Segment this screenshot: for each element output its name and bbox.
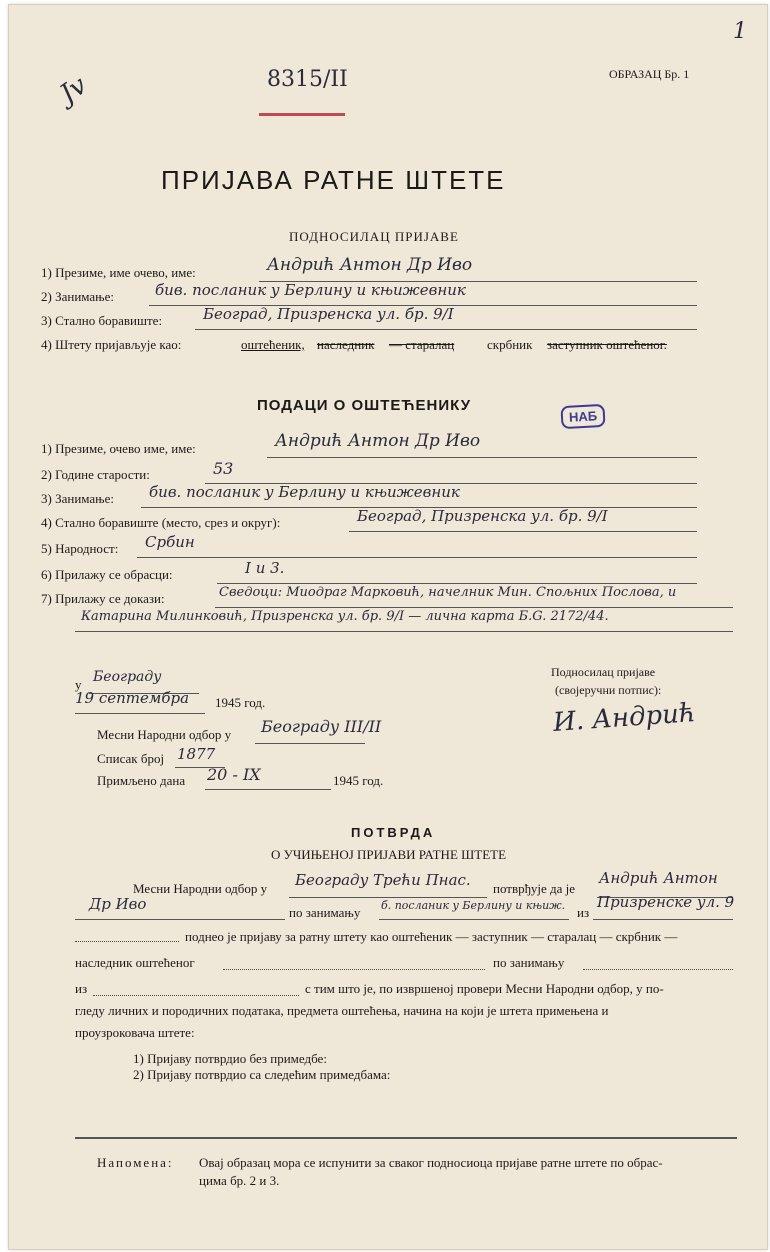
confirmation-name-value-1: Андрић Антон [599, 869, 718, 887]
victim-residence-value: Београд, Призренска ул. бр. 9/I [357, 507, 608, 525]
confirmation-body-1: с тим што је, по извршеној провери Месни Народни одбор, у по- [305, 981, 664, 996]
victim-evidence-label: 7) Прилажу се докази: [41, 591, 165, 606]
date-value: 19 септембра [75, 689, 190, 707]
registration-committee-label: Месни Народни одбор у [97, 727, 232, 742]
victim-nationality-value: Србин [145, 533, 195, 551]
applicant-residence-value: Београд, Призренска ул. бр. 9/I [203, 305, 454, 323]
victim-forms-label: 6) Прилажу се обрасци: [41, 567, 173, 582]
form-number: ОБРАЗАЦ Бр. 1 [609, 67, 690, 81]
victim-residence-label: 4) Стално боравиште (место, срез и округ): [41, 515, 281, 530]
registration-list-value: 1877 [177, 745, 216, 763]
nab-stamp: НАБ [560, 404, 605, 429]
victim-occupation-label: 3) Занимање: [41, 491, 114, 506]
confirmation-from-value: Призренске ул. 9 [597, 893, 735, 911]
form-page [8, 4, 768, 1250]
confirmation-from-label: из [577, 905, 590, 920]
page-number: 1 [733, 19, 747, 44]
confirmation-occupation-value: б. посланик у Берлину и књиж. [381, 899, 566, 912]
place-value: Београду [93, 669, 162, 685]
applicant-occupation-label: 2) Занимање: [41, 289, 114, 304]
applicant-heading: ПОДНОСИЛАЦ ПРИЈАВЕ [289, 229, 459, 244]
confirmation-filed-text: поднео је пријаву за ратну штету као оштећеник — заступник — старалац — скрбник — [185, 929, 678, 944]
victim-occupation-value: бив. посланик у Берлину и књижевник [149, 483, 460, 501]
confirmation-committee-value: Београду Трећи Пнас. [295, 871, 471, 889]
note-text-1: Овај образац мора се испунити за сваког подносиоца пријаве ратне штете по обрас- [199, 1155, 663, 1170]
note-text-2: цима бр. 2 и 3. [199, 1173, 280, 1188]
victim-age-value: 53 [213, 459, 234, 478]
registration-committee-value: Београду III/II [261, 717, 382, 736]
confirmation-committee-label: Месни Народни одбор у [133, 881, 268, 896]
archive-number: 8315/II [267, 67, 348, 92]
registration-received-label: Примљено дана [97, 773, 186, 788]
victim-evidence-value-1: Сведоци: Миодраг Марковић, начелник Мин. Спољних Послова, и [219, 585, 677, 600]
reports-as-option-heir: наследник [317, 337, 375, 352]
note-label: Напомена: [97, 1155, 174, 1170]
confirmation-body-2: гледу личних и породичних података, предмета оштећења, начина на који је штета примењена и [75, 1003, 609, 1018]
victim-nationality-label: 5) Народност: [41, 541, 119, 556]
applicant-surname-label: 1) Презиме, име очево, име: [41, 265, 196, 280]
confirmation-body-3: проузроковача штете: [75, 1025, 195, 1040]
archive-underline [259, 113, 345, 116]
confirmation-item-2: 2) Пријаву потврдио са следећим примедбама: [133, 1067, 391, 1082]
page-title: ПРИЈАВА РАТНЕ ШТЕТЕ [161, 165, 506, 195]
confirmation-heading: ПОТВРДА [351, 825, 436, 840]
applicant-signature: И. Андрић [552, 698, 697, 738]
confirmation-by-occupation-label: по занимању [493, 955, 565, 970]
applicant-residence-label: 3) Стално боравиште: [41, 313, 163, 328]
confirmation-confirms-label: потврђује да је [493, 881, 576, 896]
victim-age-label: 2) Године старости: [41, 467, 150, 482]
confirmation-subheading: О УЧИЊЕНОЈ ПРИЈАВИ РАТНЕ ШТЕТЕ [271, 847, 507, 862]
reports-as-option-victim: оштећеник, [241, 337, 305, 352]
applicant-occupation-value: бив. посланик у Берлину и књижевник [155, 281, 466, 299]
reports-as-option-representative: заступник оштећеног. [547, 337, 667, 352]
date-year: 1945 год. [215, 695, 266, 710]
confirmation-occupation-label: по занимању [289, 905, 361, 920]
victim-surname-value: Андрић Антон Др Иво [275, 431, 481, 451]
reports-as-option-custodian: скрбник [487, 337, 533, 352]
confirmation-name-value-2: Др Иво [89, 895, 147, 913]
victim-forms-value: I и 3. [245, 559, 285, 577]
registration-received-year: 1945 год. [333, 773, 384, 788]
reports-as-option-guardian: — старалац [389, 337, 455, 352]
place-in-label: у [75, 677, 82, 692]
victim-evidence-value-2: Катарина Милинковић, Призренска ул. бр. 9/I — лична карта Б.G. 2172/44. [81, 609, 609, 624]
confirmation-item-1: 1) Пријаву потврдио без примедбе: [133, 1051, 327, 1066]
signature-label-2: (својеручни потпис): [555, 683, 662, 697]
signature-label-1: Подносилац пријаве [551, 665, 656, 679]
registration-list-label: Списак број [97, 751, 165, 766]
applicant-reports-as-label: 4) Штету пријављује као: [41, 337, 182, 352]
registration-received-value: 20 - IX [207, 765, 261, 784]
applicant-surname-value: Андрић Антон Др Иво [267, 255, 473, 275]
victim-heading: ПОДАЦИ О ОШТЕЋЕНИКУ [257, 397, 472, 414]
corner-handwritten-mark: Jv [54, 70, 93, 110]
confirmation-heir-label: наследник оштећеног [75, 955, 195, 970]
confirmation-from2-label: из [75, 981, 88, 996]
victim-surname-label: 1) Презиме, очево име, име: [41, 441, 196, 456]
